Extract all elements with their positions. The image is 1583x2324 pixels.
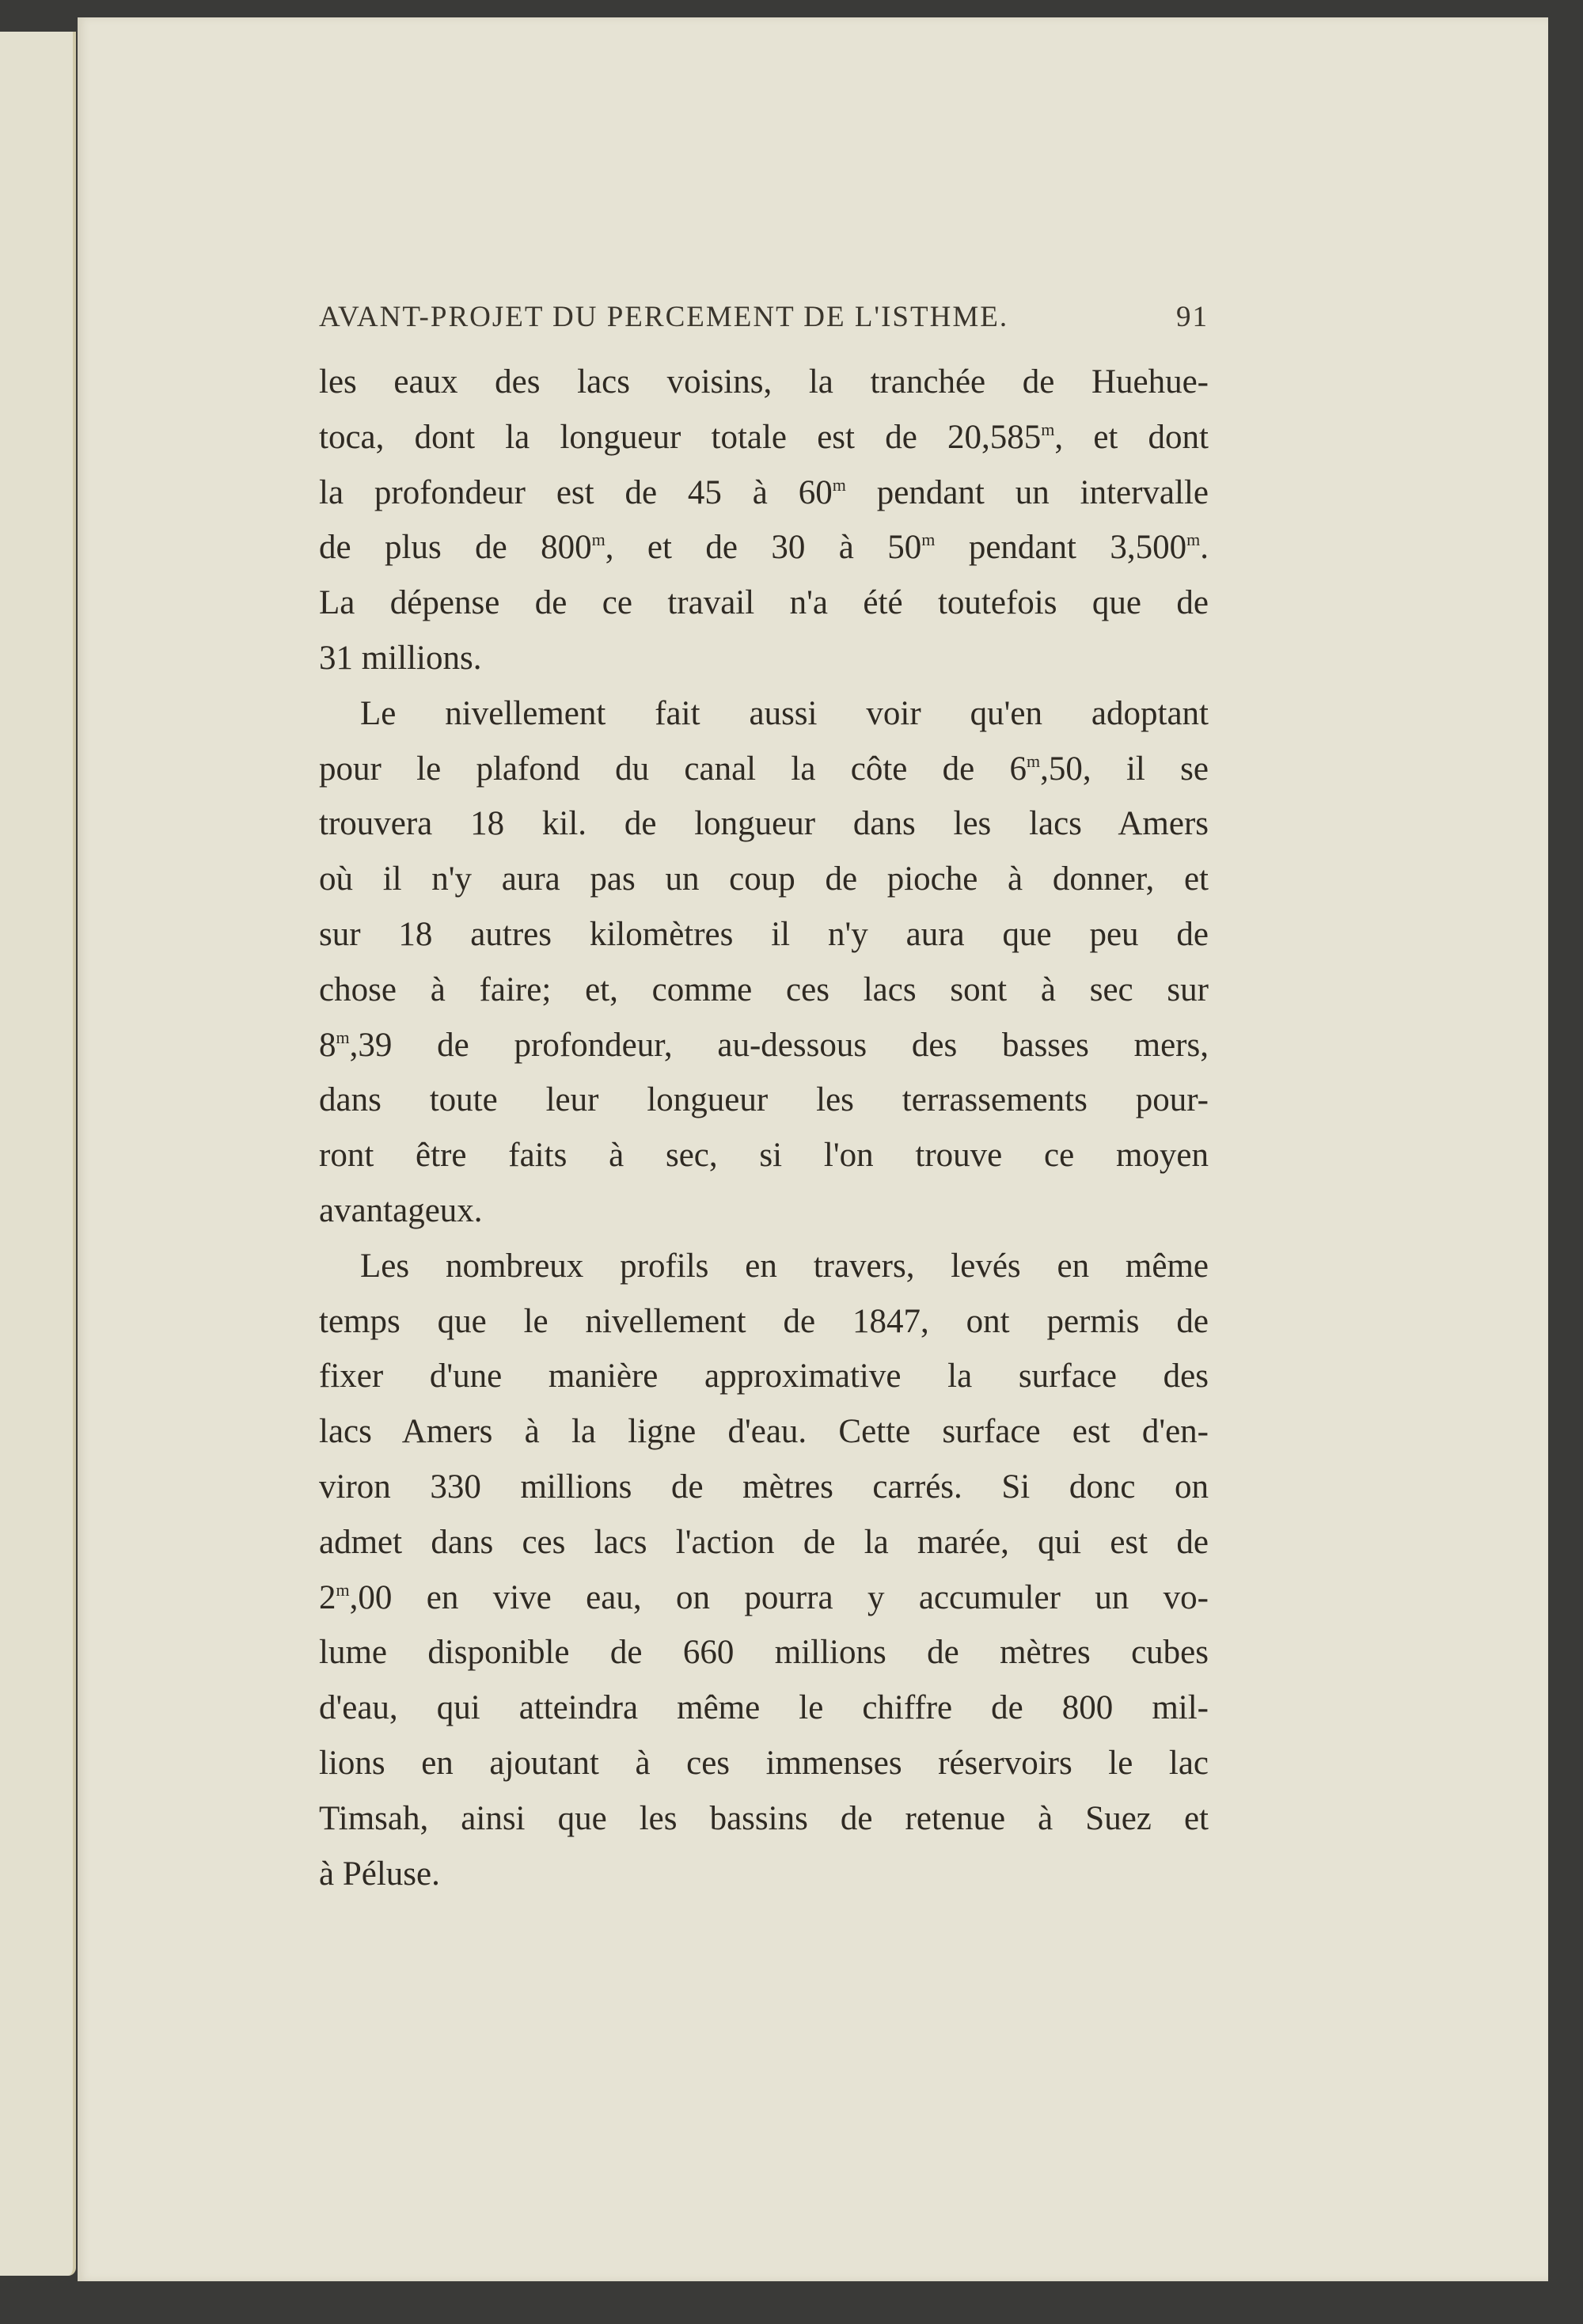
unit-superscript: m [832,474,846,495]
text-line [319,520,1209,575]
text-line [319,1515,1209,1570]
text-segment: à Péluse. [319,1855,440,1893]
text-segment: de plus de 800 [319,529,592,567]
unit-superscript: m [1186,530,1201,550]
text-segment: pendant 3,500 [935,529,1187,567]
text-line [319,742,1209,797]
text-segment: lume disponible de 660 millions de mètres cubes [319,1634,1209,1672]
text-segment: Les nombreux profils en travers, levés en même [360,1247,1209,1285]
unit-superscript: m [336,1027,350,1047]
text-line [319,575,1209,631]
text-line [319,631,1209,686]
text-segment: où il n'y aura pas un coup de pioche à donner, et [319,860,1209,898]
text-segment: , et de 30 à 50 [605,529,922,567]
text-segment: Le nivellement fait aussi voir qu'en adoptant [360,694,1209,732]
text-segment: La dépense de ce travail n'a été toutefois que de [319,584,1209,622]
text-segment: ,00 en vive eau, on pourra y accumuler un vo- [349,1578,1209,1616]
unit-superscript: m [336,1579,350,1600]
text-segment: ,39 de profondeur, au-dessous des basses mers, [349,1026,1209,1064]
text-segment: , et dont [1054,418,1209,456]
text-line [319,355,1209,410]
text-segment: pendant un intervalle [845,473,1209,511]
text-line [319,1073,1209,1128]
text-segment: . [1200,529,1209,567]
text-line [319,1239,1209,1294]
running-title: AVANT-PROJET DU PERCEMENT DE L'ISTHME. [319,300,1009,333]
running-header [319,294,1209,339]
text-line [319,465,1209,521]
text-segment: Timsah, ainsi que les bassins de retenue à Suez et [319,1799,1209,1837]
text-line [319,1847,1209,1902]
unit-superscript: m [921,530,936,550]
text-segment: d'eau, qui atteindra même le chiffre de 800 mil- [319,1689,1209,1727]
text-line [319,1349,1209,1404]
text-line [319,1183,1209,1239]
text-segment: ,50, il se [1040,750,1209,788]
text-segment: temps que le nivellement de 1847, ont permis de [319,1302,1209,1340]
text-segment: 31 millions. [319,639,482,677]
text-line [319,1570,1209,1626]
text-line [319,1460,1209,1515]
text-line [319,1018,1209,1073]
text-segment: sur 18 autres kilomètres il n'y aura que peu de [319,915,1209,953]
unit-superscript: m [1027,750,1041,771]
text-line [319,1625,1209,1680]
text-segment: avantageux. [319,1191,483,1229]
text-line [319,1128,1209,1183]
text-segment: admet dans ces lacs l'action de la marée, qui est de [319,1523,1209,1561]
text-segment: trouvera 18 kil. de longueur dans les lacs Amers [319,805,1209,843]
text-line [319,1404,1209,1460]
text-segment: chose à faire; et, comme ces lacs sont à sec sur [319,970,1209,1008]
body-text [319,355,1209,1901]
text-line [319,686,1209,742]
page-number: 91 [1176,300,1209,333]
text-segment: 2 [319,1578,336,1616]
text-line [319,852,1209,907]
text-segment: pour le plafond du canal la côte de 6 [319,750,1027,788]
text-segment: ront être faits à sec, si l'on trouve ce moyen [319,1137,1209,1175]
unit-superscript: m [1041,419,1055,439]
text-segment: dans toute leur longueur les terrassements pour- [319,1081,1209,1119]
unit-superscript: m [591,530,605,550]
text-segment: toca, dont la longueur totale est de 20,585 [319,418,1042,456]
text-line [319,1736,1209,1791]
text-segment: la profondeur est de 45 à 60 [319,473,833,511]
text-segment: les eaux des lacs voisins, la tranchée de Huehue- [319,363,1209,401]
text-line [319,1294,1209,1350]
text-line [319,1791,1209,1847]
facing-page-edge [0,32,76,2276]
text-segment: viron 330 millions de mètres carrés. Si donc on [319,1468,1209,1506]
text-line [319,796,1209,852]
text-segment: lacs Amers à la ligne d'eau. Cette surface est d'en- [319,1413,1209,1451]
text-line [319,907,1209,963]
text-segment: lions en ajoutant à ces immenses réservoirs le lac [319,1744,1209,1782]
text-segment: 8 [319,1026,336,1064]
text-segment: fixer d'une manière approximative la surface des [319,1358,1209,1396]
text-line [319,1680,1209,1736]
text-line [319,410,1209,465]
text-line [319,963,1209,1018]
